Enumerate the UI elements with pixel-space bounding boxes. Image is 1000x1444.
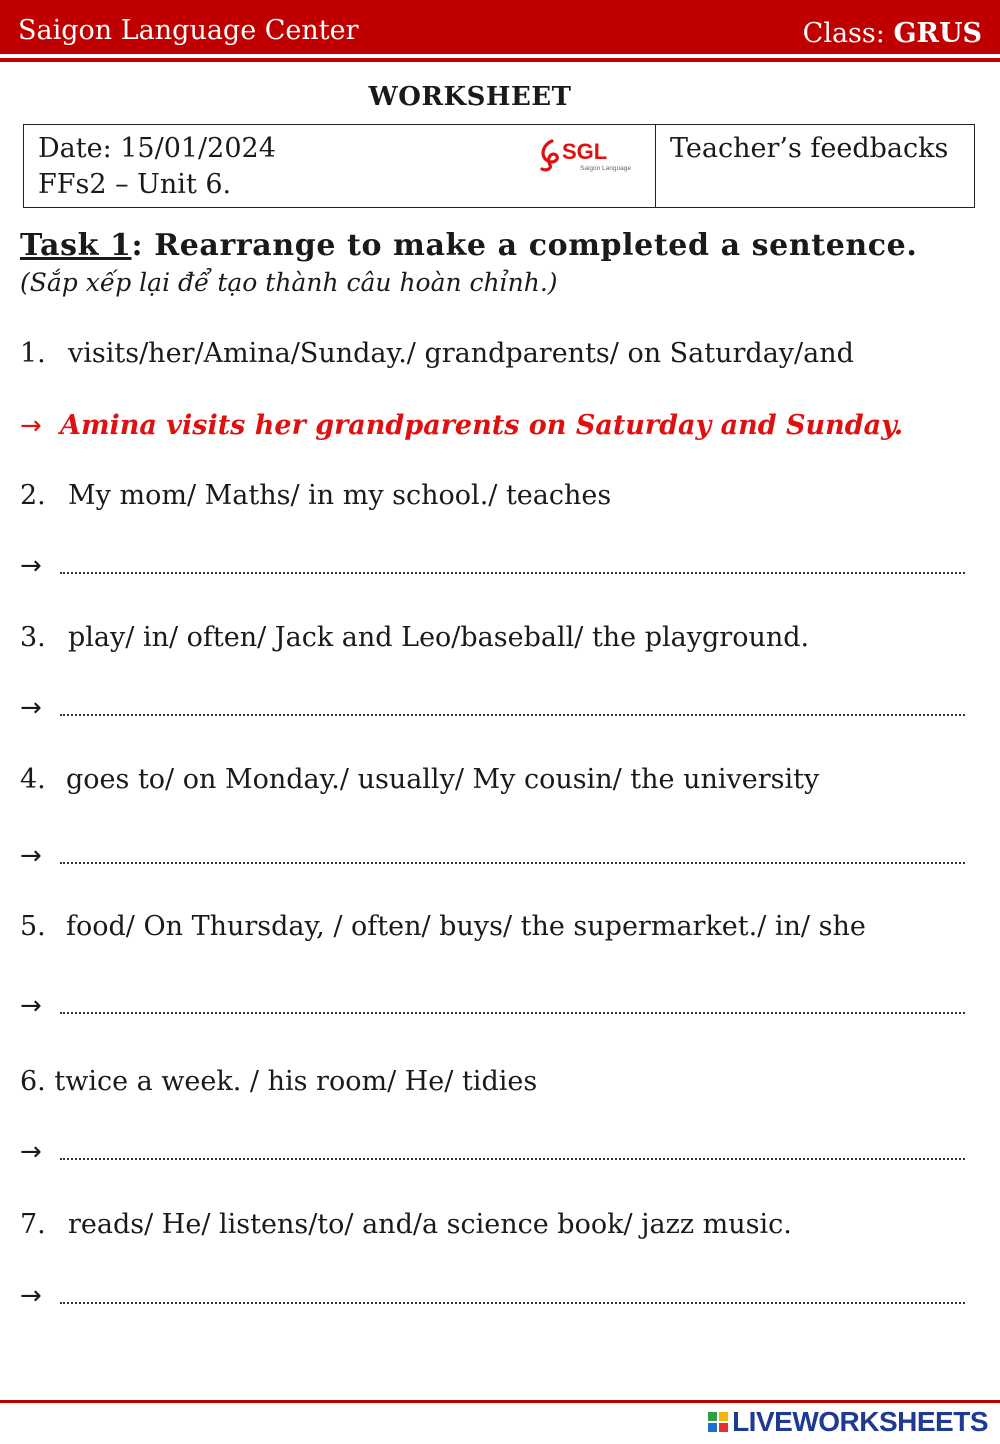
date-text: Date: 15/01/2024	[38, 133, 276, 164]
task-heading	[20, 228, 917, 263]
answer-2	[20, 550, 965, 581]
answer-3	[20, 692, 965, 723]
header-bar	[0, 0, 1000, 54]
liveworksheets-brand: LIVEWORKSHEETS	[732, 1406, 988, 1437]
answer-input-line[interactable]	[60, 702, 965, 716]
logo-text: SGL	[562, 139, 608, 164]
logo-subtext: Saigon Language	[580, 165, 631, 172]
liveworksheets-logo[interactable]	[708, 1405, 988, 1439]
answer-4	[20, 840, 965, 871]
class-value: GRUS	[893, 18, 982, 49]
question-4	[20, 764, 819, 795]
question-1	[20, 338, 854, 369]
question-number: 7.	[20, 1209, 46, 1240]
question-text: goes to/ on Monday./ usually/ My cousin/ the university	[66, 764, 820, 795]
arrow-icon: →	[20, 1137, 42, 1167]
question-text: play/ in/ often/ Jack and Leo/baseball/ the playground.	[68, 622, 810, 653]
liveworksheets-mark-icon	[708, 1412, 728, 1432]
info-left-cell	[24, 125, 656, 207]
answer-6	[20, 1136, 965, 1167]
task-instruction: : Rearrange to make a completed a sentence.	[131, 228, 918, 263]
answer-input-line[interactable]	[60, 1000, 965, 1014]
answer-7	[20, 1280, 965, 1311]
question-number: 1.	[20, 338, 46, 369]
answer-input-line[interactable]	[60, 850, 965, 864]
answer-input-line[interactable]	[60, 1290, 965, 1304]
worksheet-title: WORKSHEET	[368, 82, 572, 112]
unit-text: FFs2 – Unit 6.	[38, 169, 232, 200]
class-info	[803, 18, 982, 49]
question-5	[20, 911, 866, 942]
arrow-icon: →	[20, 991, 42, 1021]
info-box	[23, 124, 975, 208]
center-name: Saigon Language Center	[18, 15, 359, 46]
question-text: food/ On Thursday, / often/ buys/ the supermarket./ in/ she	[66, 911, 866, 942]
question-text: My mom/ Maths/ in my school./ teaches	[68, 480, 612, 511]
question-text: visits/her/Amina/Sunday./ grandparents/ on Saturday/and	[68, 338, 854, 369]
teacher-feedback-label: Teacher’s feedbacks	[670, 133, 949, 164]
question-3	[20, 622, 809, 653]
footer-divider	[0, 1400, 1000, 1403]
question-2	[20, 480, 611, 511]
arrow-icon: →	[20, 841, 42, 871]
question-number: 4.	[20, 764, 46, 795]
question-number: 6.	[20, 1066, 46, 1097]
question-text: reads/ He/ listens/to/ and/a science book/ jazz music.	[68, 1209, 792, 1240]
arrow-icon: →	[20, 693, 42, 723]
arrow-icon: →	[20, 551, 42, 581]
class-label: Class:	[802, 18, 885, 49]
sgl-logo-icon	[538, 135, 638, 175]
answer-text: Amina visits her grandparents on Saturday and Sunday.	[60, 410, 904, 441]
arrow-icon: →	[20, 1281, 42, 1311]
arrow-icon: →	[20, 411, 42, 441]
header-divider	[0, 58, 1000, 62]
task-label: Task 1	[20, 228, 132, 263]
answer-1	[20, 410, 903, 441]
answer-input-line[interactable]	[60, 1146, 965, 1160]
task-subtitle: (Sắp xếp lại để tạo thành câu hoàn chỉnh.)	[20, 268, 558, 297]
answer-input-line[interactable]	[60, 560, 965, 574]
question-number: 3.	[20, 622, 46, 653]
question-number: 5.	[20, 911, 46, 942]
question-text: twice a week. / his room/ He/ tidies	[54, 1066, 538, 1097]
question-number: 2.	[20, 480, 46, 511]
question-6	[20, 1066, 537, 1097]
question-7	[20, 1209, 792, 1240]
answer-5	[20, 990, 965, 1021]
